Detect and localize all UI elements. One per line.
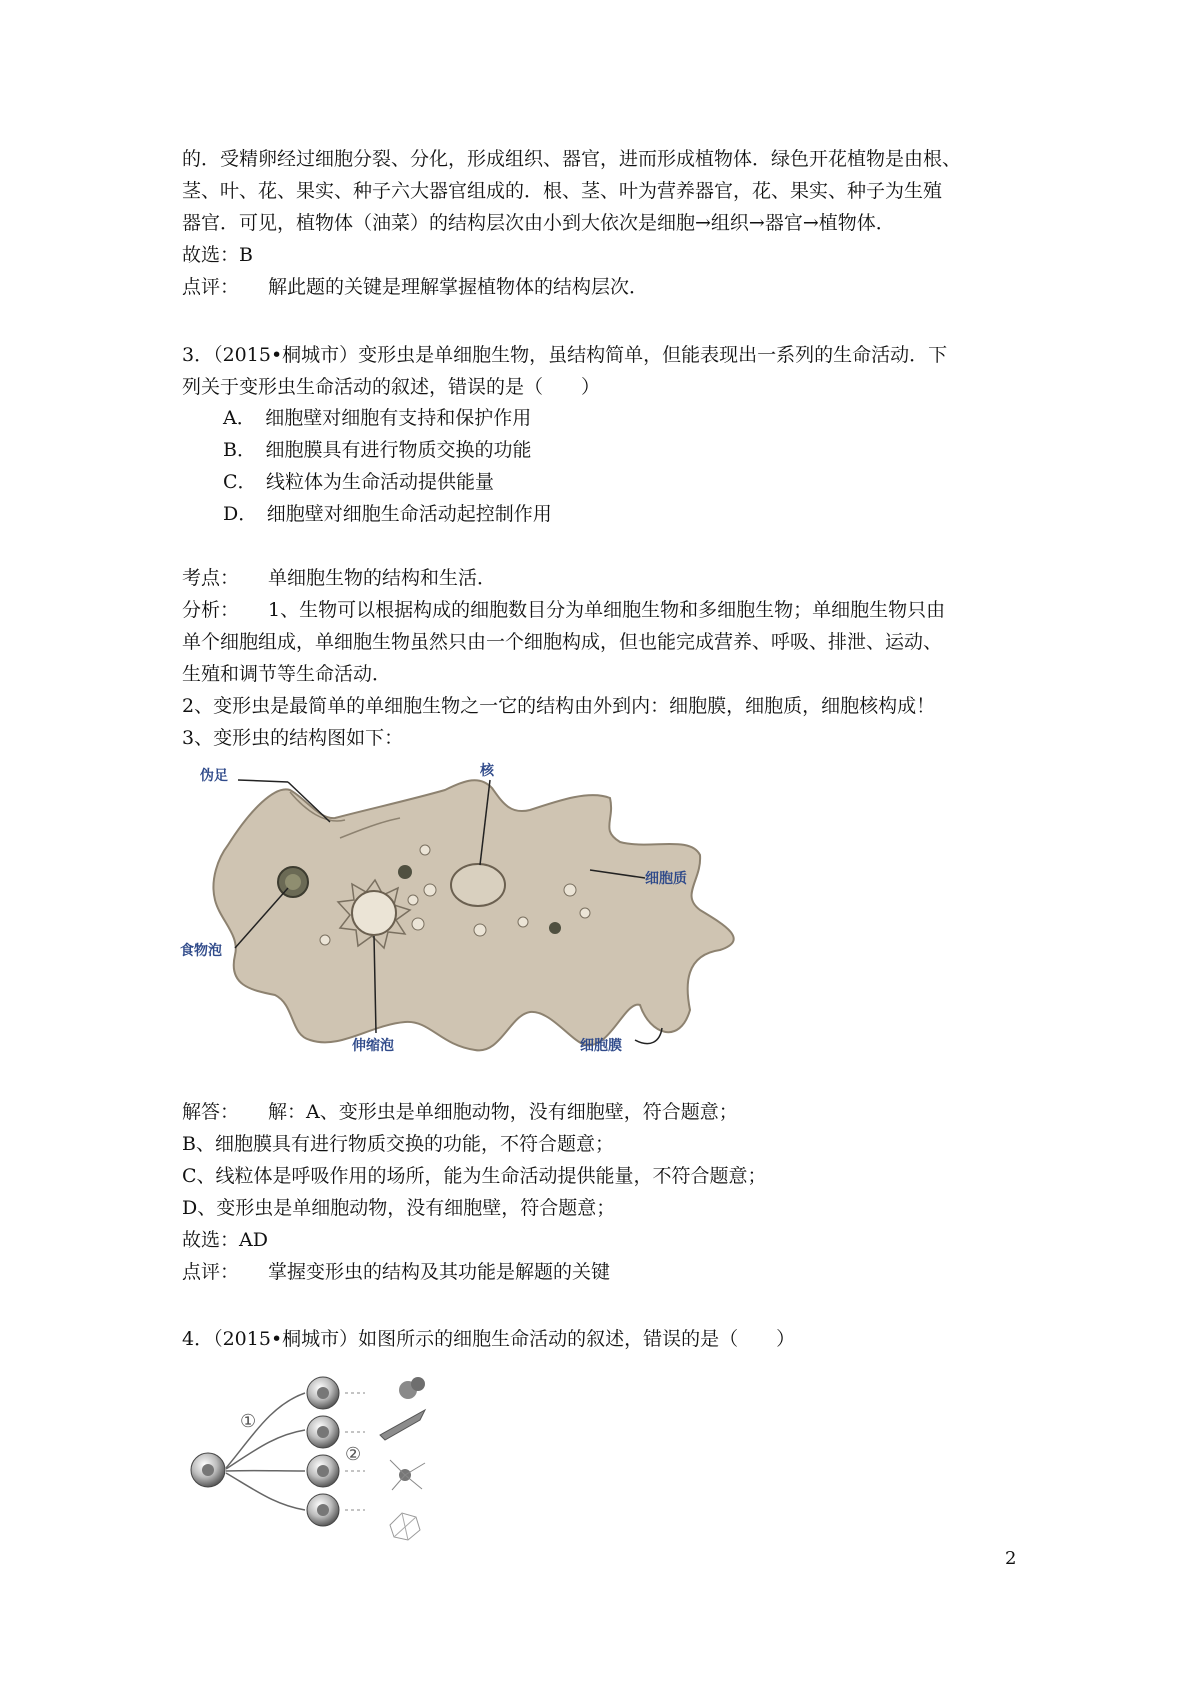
amoeba-body: [213, 780, 733, 1050]
question-stem: 4．（2015•桐城市）如图所示的细胞生命活动的叙述，错误的是（ ）: [182, 1328, 796, 1350]
option-c: C． 线粒体为生命活动提供能量: [223, 471, 495, 493]
option-a: A． 细胞壁对细胞有支持和保护作用: [223, 407, 532, 429]
comment-text: 解此题的关键是理解掌握植物体的结构层次．: [268, 276, 649, 298]
label-cytoplasm: 细胞质: [645, 871, 687, 887]
label-contractile-vacuole: 伸缩泡: [352, 1038, 394, 1054]
label-food-vacuole: 食物泡: [180, 943, 222, 959]
question-stem: 3．（2015•桐城市）变形虫是单细胞生物，虽结构简单，但能表现出一系列的生命活动．下: [182, 344, 948, 366]
fenxi-label: 分析：: [182, 599, 240, 621]
comment-line: [182, 1256, 1032, 1288]
label-pseudopod: 伪足: [200, 768, 228, 784]
jieda-line: B、细胞膜具有进行物质交换的功能，不符合题意；: [182, 1133, 614, 1155]
comment-label: 点评：: [182, 1261, 240, 1283]
label-nucleus: 核: [480, 763, 494, 779]
option-b: B． 细胞膜具有进行物质交换的功能: [223, 439, 532, 461]
jieda-line: C、线粒体是呼吸作用的场所，能为生命活动提供能量，不符合题意；: [182, 1165, 767, 1187]
cell-differentiation-figure: [180, 1365, 480, 1560]
jieda-line: D、变形虫是单细胞动物，没有细胞壁，符合题意；: [182, 1197, 616, 1219]
page-number: 2: [1005, 1548, 1017, 1569]
label-cell-membrane: 细胞膜: [580, 1038, 622, 1054]
paragraph-line: 器官．可见，植物体（油菜）的结构层次由小到大依次是细胞→组织→器官→植物体．: [182, 212, 895, 234]
nucleus: [451, 864, 505, 906]
jieda-label: 解答：: [182, 1101, 240, 1123]
fenxi-line: 2、变形虫是最简单的单细胞生物之一它的结构由外到内：细胞膜，细胞质，细胞核构成！: [182, 695, 936, 717]
question-stem: 列关于变形虫生命活动的叙述，错误的是（ ）: [182, 376, 601, 398]
answer-line: 故选：AD: [182, 1229, 268, 1251]
fenxi-text: 1、生物可以根据构成的细胞数目分为单细胞生物和多细胞生物；单细胞生物只由: [268, 599, 946, 621]
kaodian-text: 单细胞生物的结构和生活．: [268, 567, 497, 589]
fenxi-line: [182, 594, 1032, 626]
paragraph-line: 茎、叶、花、果实、种子六大器官组成的．根、茎、叶为营养器官，花、果实、种子为生殖: [182, 180, 943, 202]
mark-two: ②: [345, 1444, 362, 1465]
fenxi-line: 生殖和调节等生命活动．: [182, 663, 392, 685]
contractile-vacuole: [352, 891, 396, 935]
fenxi-line: 单个细胞组成，单细胞生物虽然只由一个细胞构成，但也能完成营养、呼吸、排泄、运动、: [182, 631, 943, 653]
fenxi-line: 3、变形虫的结构图如下：: [182, 727, 404, 749]
jieda-line: [182, 1096, 1032, 1128]
amoeba-structure-figure: [180, 750, 740, 1080]
jieda-text: 解：A、变形虫是单细胞动物，没有细胞壁，符合题意；: [268, 1101, 738, 1123]
paragraph-line: 的．受精卵经过细胞分裂、分化，形成组织、器官，进而形成植物体．绿色开花植物是由根、: [182, 148, 962, 170]
option-d: D． 细胞壁对细胞生命活动起控制作用: [223, 503, 552, 525]
answer-line: 故选：B: [182, 244, 253, 266]
comment-text: 掌握变形虫的结构及其功能是解题的关键: [268, 1261, 611, 1283]
kaodian-label: 考点：: [182, 567, 240, 589]
kaodian-line: [182, 562, 1032, 594]
mark-one: ①: [240, 1411, 257, 1432]
comment-line: [182, 271, 1032, 303]
comment-label: 点评：: [182, 276, 240, 298]
